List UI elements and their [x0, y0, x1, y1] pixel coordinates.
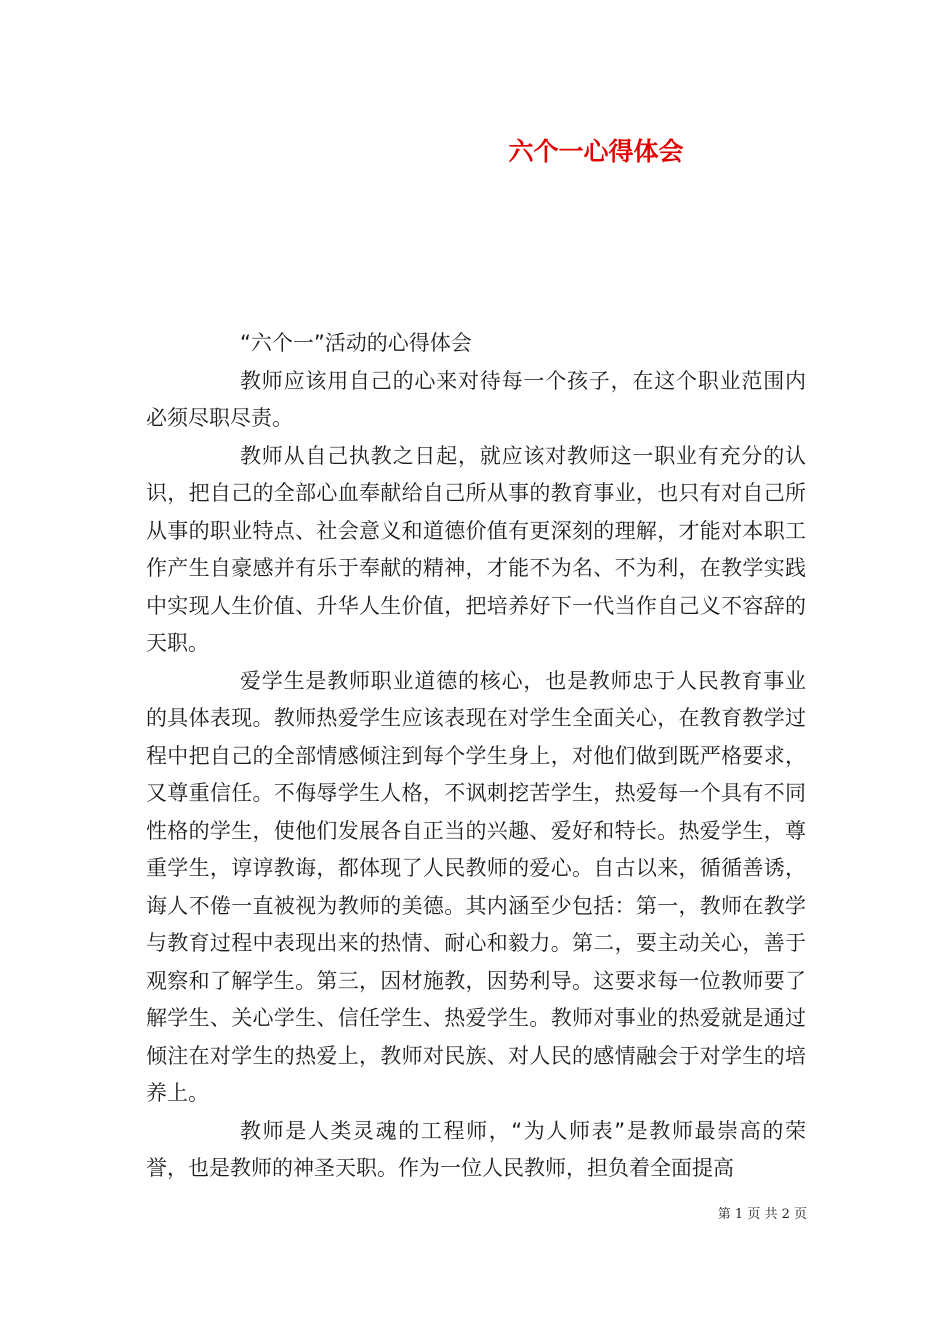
paragraph-4: 教师是人类灵魂的工程师，“为人师表”是教师最崇高的荣誉，也是教师的神圣天职。作为一位人民教师，担负着全面提高	[146, 1118, 806, 1180]
paragraph-3: 爱学生是教师职业道德的核心，也是教师忠于人民教育事业的具体表现。教师热爱学生应该表现在对学生全面关心，在教育教学过程中把自己的全部情感倾注到每个学生身上，对他们做到既严格要求，又尊重信任。不侮辱学生人格，不讽刺挖苦学生，热爱每一个具有不同性格的学生，使他们发展各自正当的兴趣、爱好和特长。热爱学生，尊重学生，谆谆教诲，都体现了人民教师的爱心。自古以来，循循善诱，诲人不倦一直被视为教师的美德。其内涵至少包括：第一，教师在教学与教育过程中表现出来的热情、耐心和毅力。第二，要主动关心，善于观察和了解学生。第三，因材施教，因势利导。这要求每一位教师要了解学生、关心学生、信任学生、热爱学生。教师对事业的热爱就是通过倾注在对学生的热爱上，教师对民族、对人民的感情融会于对学生的培养上。	[146, 668, 806, 1105]
document-title: 六个一心得体会	[508, 137, 684, 166]
paragraph-2: 教师从自己执教之日起，就应该对教师这一职业有充分的认识，把自己的全部心血奉献给自己所从事的教育事业，也只有对自己所从事的职业特点、社会意义和道德价值有更深刻的理解，才能对本职工作产生自豪感并有乐于奉献的精神，才能不为名、不为利，在教学实践中实现人生价值、升华人生价值，把培养好下一代当作自己义不容辞的天职。	[146, 443, 806, 655]
document-subtitle: “六个一”活动的心得体会	[240, 331, 472, 355]
document-body	[146, 325, 806, 1188]
paragraph-1: 教师应该用自己的心来对待每一个孩子，在这个职业范围内必须尽职尽责。	[146, 368, 806, 430]
page-number-footer: 第 1 页 共 2 页	[717, 1207, 807, 1222]
